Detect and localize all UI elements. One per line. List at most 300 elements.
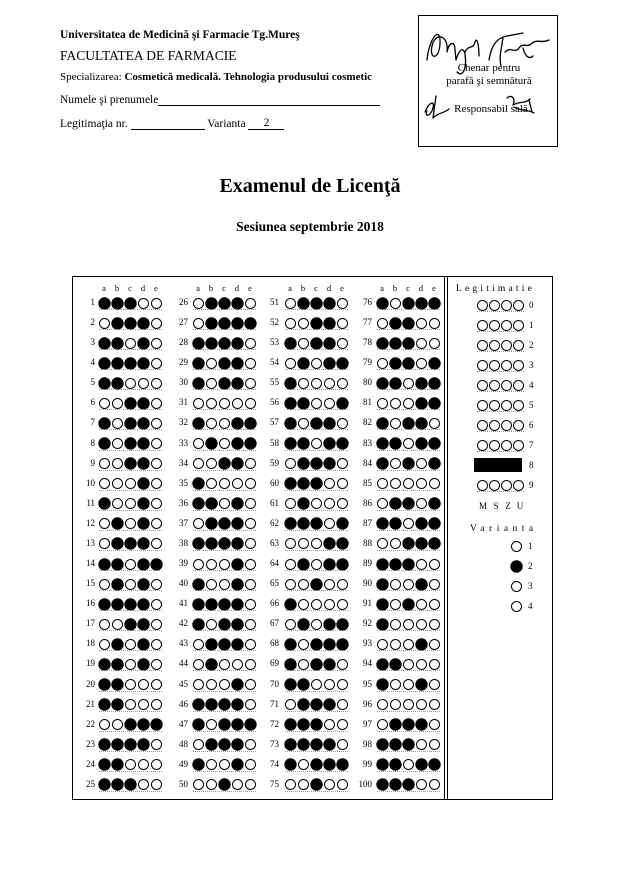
question-number: 97 — [363, 718, 372, 729]
answer-bubble-b — [390, 318, 401, 329]
answer-bubble-c — [403, 378, 414, 389]
answer-bubble-e — [245, 679, 256, 690]
answer-bubble-c — [403, 599, 414, 610]
answer-bubble-c — [403, 458, 414, 469]
row-guide-dots — [377, 349, 440, 350]
row-guide-dots — [377, 590, 440, 591]
answer-bubble-a — [193, 659, 204, 670]
answer-bubble-a — [193, 298, 204, 309]
answer-bubble-d — [416, 298, 427, 309]
answer-bubble-a — [285, 498, 296, 509]
question-row — [255, 576, 350, 592]
answer-bubble-c — [311, 458, 322, 469]
answer-bubble-e — [429, 659, 440, 670]
id-bubble-M — [477, 360, 488, 371]
answer-bubble-a — [377, 759, 388, 770]
answer-bubble-a — [285, 458, 296, 469]
answer-bubble-d — [232, 518, 243, 529]
answer-bubble-e — [429, 619, 440, 630]
option-letter-d: d — [234, 283, 240, 293]
row-guide-dots — [99, 349, 162, 350]
answer-bubble-d — [232, 679, 243, 690]
answer-bubble-b — [112, 639, 123, 650]
answer-bubble-c — [219, 518, 230, 529]
question-row — [255, 476, 350, 492]
question-row — [348, 436, 442, 452]
answer-bubble-d — [138, 478, 149, 489]
id-bubble-U — [513, 440, 524, 451]
answer-bubble-d — [232, 579, 243, 590]
answer-bubble-a — [193, 559, 204, 570]
question-row — [348, 596, 442, 612]
answer-bubble-e — [245, 438, 256, 449]
answer-bubble-a — [377, 478, 388, 489]
question-row — [348, 476, 442, 492]
answer-bubble-b — [206, 719, 217, 730]
answer-bubble-c — [125, 739, 136, 750]
answer-bubble-a — [99, 358, 110, 369]
answer-bubble-e — [337, 518, 348, 529]
answer-bubble-e — [151, 338, 162, 349]
answer-bubble-e — [337, 458, 348, 469]
stamp-caption-line3: Responsabil sală — [454, 103, 528, 115]
question-row — [255, 375, 350, 391]
id-digit-row — [470, 317, 545, 333]
answer-bubble-c — [125, 358, 136, 369]
answer-bubble-a — [377, 398, 388, 409]
answer-bubble-a — [99, 398, 110, 409]
row-guide-dots — [99, 751, 162, 752]
question-row — [348, 757, 442, 773]
answer-bubble-b — [206, 458, 217, 469]
answer-bubble-e — [337, 619, 348, 630]
answer-bubble-a — [193, 779, 204, 790]
question-row — [255, 677, 350, 693]
answer-bubble-e — [151, 398, 162, 409]
answer-bubble-a — [285, 338, 296, 349]
answer-bubble-c — [219, 599, 230, 610]
question-row — [164, 616, 258, 632]
answer-bubble-b — [390, 779, 401, 790]
question-row — [255, 757, 350, 773]
answer-bubble-d — [416, 659, 427, 670]
row-guide-dots — [285, 510, 348, 511]
answer-bubble-a — [193, 338, 204, 349]
answer-bubble-a — [377, 318, 388, 329]
question-row — [164, 737, 258, 753]
answer-bubble-e — [151, 478, 162, 489]
question-number: 80 — [363, 377, 372, 388]
answer-bubble-b — [112, 518, 123, 529]
answer-bubble-a — [377, 298, 388, 309]
question-row — [71, 315, 164, 331]
answer-bubble-d — [138, 438, 149, 449]
answer-bubble-d — [416, 679, 427, 690]
answer-bubble-a — [377, 579, 388, 590]
stamp-caption-line2: parafă şi semnătură — [446, 75, 532, 87]
answer-bubble-d — [232, 779, 243, 790]
row-guide-dots — [377, 771, 440, 772]
answer-bubble-a — [193, 719, 204, 730]
question-number: 36 — [179, 497, 188, 508]
row-guide-dots — [193, 530, 256, 531]
row-guide-dots — [285, 490, 348, 491]
row-guide-dots — [285, 610, 348, 611]
answer-bubble-b — [298, 739, 309, 750]
question-row — [348, 415, 442, 431]
row-guide-dots — [193, 329, 256, 330]
question-number: 64 — [270, 558, 279, 569]
answer-bubble-c — [125, 699, 136, 710]
answer-bubble-c — [311, 418, 322, 429]
row-guide-dots — [285, 450, 348, 451]
answer-bubble-b — [112, 759, 123, 770]
row-guide-dots — [477, 411, 524, 412]
answer-bubble-c — [219, 619, 230, 630]
question-row — [164, 415, 258, 431]
id-digit-label: 4 — [529, 380, 534, 390]
question-number: 27 — [179, 317, 188, 328]
answer-bubble-d — [232, 338, 243, 349]
answer-bubble-b — [390, 358, 401, 369]
option-letter-e: e — [248, 283, 252, 293]
answer-bubble-d — [138, 398, 149, 409]
answer-bubble-b — [298, 478, 309, 489]
question-number: 60 — [270, 477, 279, 488]
question-row — [71, 516, 164, 532]
question-row — [348, 516, 442, 532]
answer-bubble-d — [416, 478, 427, 489]
answer-bubble-e — [337, 739, 348, 750]
answer-bubble-b — [206, 759, 217, 770]
row-guide-dots — [285, 550, 348, 551]
row-guide-dots — [99, 650, 162, 651]
answer-bubble-e — [151, 579, 162, 590]
answer-bubble-d — [232, 318, 243, 329]
question-number: 82 — [363, 417, 372, 428]
answer-bubble-c — [125, 779, 136, 790]
answer-bubble-c — [311, 779, 322, 790]
answer-bubble-a — [285, 438, 296, 449]
answer-bubble-e — [429, 318, 440, 329]
answer-bubble-c — [125, 418, 136, 429]
question-row — [348, 737, 442, 753]
id-bubble-U — [513, 480, 524, 491]
option-letter-c: c — [406, 283, 410, 293]
answer-bubble-a — [377, 679, 388, 690]
answer-bubble-d — [138, 779, 149, 790]
answer-bubble-a — [99, 498, 110, 509]
question-number: 100 — [358, 778, 372, 789]
question-row — [255, 596, 350, 612]
question-number: 22 — [86, 718, 95, 729]
answer-bubble-a — [193, 358, 204, 369]
answer-bubble-a — [99, 378, 110, 389]
answer-bubble-d — [416, 619, 427, 630]
answer-bubble-c — [311, 298, 322, 309]
question-number: 96 — [363, 698, 372, 709]
answer-bubble-e — [151, 358, 162, 369]
row-guide-dots — [99, 470, 162, 471]
answer-bubble-e — [151, 538, 162, 549]
question-number: 35 — [179, 477, 188, 488]
answer-bubble-a — [193, 739, 204, 750]
question-row — [71, 556, 164, 572]
answer-bubble-e — [337, 719, 348, 730]
answer-bubble-d — [324, 518, 335, 529]
answer-bubble-b — [298, 719, 309, 730]
answer-bubble-e — [429, 639, 440, 650]
answer-bubble-c — [311, 498, 322, 509]
row-guide-dots — [285, 751, 348, 752]
question-row — [255, 777, 350, 793]
id-digit-row — [470, 417, 545, 433]
answer-bubble-c — [219, 699, 230, 710]
row-guide-dots — [285, 389, 348, 390]
answer-bubble-e — [151, 679, 162, 690]
answer-bubble-c — [219, 579, 230, 590]
question-number: 45 — [179, 678, 188, 689]
answer-bubble-c — [125, 559, 136, 570]
specialization-label: Specializarea: — [60, 71, 122, 83]
row-guide-dots — [377, 309, 440, 310]
question-number: 68 — [270, 638, 279, 649]
variant-option-label: 3 — [528, 581, 533, 591]
id-bubble-M — [477, 420, 488, 431]
id-bubble-Z — [501, 440, 512, 451]
answer-bubble-a — [285, 619, 296, 630]
answer-bubble-e — [151, 559, 162, 570]
question-row — [71, 335, 164, 351]
answer-bubble-e — [337, 378, 348, 389]
answer-bubble-a — [377, 358, 388, 369]
answer-bubble-e — [429, 518, 440, 529]
question-number: 37 — [179, 517, 188, 528]
question-number: 20 — [86, 678, 95, 689]
row-guide-dots — [99, 610, 162, 611]
answer-bubble-c — [219, 298, 230, 309]
id-bubble-M — [477, 400, 488, 411]
answer-bubble-d — [232, 378, 243, 389]
answer-bubble-d — [324, 318, 335, 329]
answer-bubble-c — [311, 599, 322, 610]
answer-bubble-b — [298, 639, 309, 650]
row-guide-dots — [99, 771, 162, 772]
question-row — [164, 335, 258, 351]
answer-bubble-b — [390, 538, 401, 549]
question-row — [71, 697, 164, 713]
question-row — [71, 737, 164, 753]
question-row — [164, 456, 258, 472]
question-row — [348, 456, 442, 472]
row-guide-dots — [99, 570, 162, 571]
question-number: 74 — [270, 758, 279, 769]
answer-bubble-a — [193, 679, 204, 690]
option-letter-a: a — [196, 283, 200, 293]
redaction-bar — [474, 458, 522, 472]
answer-bubble-a — [285, 759, 296, 770]
question-number: 57 — [270, 417, 279, 428]
answer-bubble-b — [390, 518, 401, 529]
question-row — [71, 436, 164, 452]
answer-bubble-e — [429, 338, 440, 349]
row-guide-dots — [377, 751, 440, 752]
question-row — [255, 656, 350, 672]
answer-bubble-a — [99, 739, 110, 750]
option-letter-a: a — [380, 283, 384, 293]
answer-bubble-b — [112, 378, 123, 389]
answer-bubble-e — [151, 458, 162, 469]
row-guide-dots — [193, 751, 256, 752]
answer-bubble-a — [377, 719, 388, 730]
answer-bubble-d — [324, 679, 335, 690]
answer-bubble-d — [416, 398, 427, 409]
answer-bubble-a — [377, 619, 388, 630]
answer-bubble-b — [206, 779, 217, 790]
question-number: 29 — [179, 357, 188, 368]
answer-bubble-e — [337, 699, 348, 710]
id-bubble-S — [489, 480, 500, 491]
answer-bubble-a — [377, 438, 388, 449]
answer-bubble-a — [99, 478, 110, 489]
id-bubble-U — [513, 420, 524, 431]
row-guide-dots — [377, 409, 440, 410]
answer-bubble-c — [403, 298, 414, 309]
id-digit-label: 9 — [529, 480, 534, 490]
question-number: 89 — [363, 558, 372, 569]
option-letter-c: c — [222, 283, 226, 293]
question-row — [348, 777, 442, 793]
question-number: 28 — [179, 337, 188, 348]
question-row — [164, 576, 258, 592]
answer-bubble-b — [206, 619, 217, 630]
answer-bubble-c — [311, 619, 322, 630]
answer-bubble-e — [151, 719, 162, 730]
answer-bubble-c — [403, 579, 414, 590]
row-guide-dots — [193, 429, 256, 430]
answer-bubble-b — [112, 659, 123, 670]
row-guide-dots — [377, 389, 440, 390]
row-guide-dots — [377, 329, 440, 330]
row-guide-dots — [193, 550, 256, 551]
answer-bubble-d — [324, 438, 335, 449]
answer-bubble-c — [219, 779, 230, 790]
answer-bubble-d — [138, 518, 149, 529]
answer-bubble-a — [193, 579, 204, 590]
question-number: 86 — [363, 497, 372, 508]
answer-bubble-a — [285, 659, 296, 670]
answer-bubble-c — [311, 518, 322, 529]
answer-bubble-a — [99, 599, 110, 610]
answer-bubble-c — [219, 338, 230, 349]
answer-bubble-d — [232, 358, 243, 369]
id-digit-row — [470, 477, 545, 493]
question-row — [71, 576, 164, 592]
question-number: 12 — [86, 517, 95, 528]
row-guide-dots — [99, 711, 162, 712]
question-number: 21 — [86, 698, 95, 709]
row-guide-dots — [193, 490, 256, 491]
answer-bubble-d — [138, 599, 149, 610]
answer-bubble-d — [416, 739, 427, 750]
id-grid-label: Legitimatie — [456, 284, 535, 294]
question-row — [348, 656, 442, 672]
answer-bubble-b — [112, 739, 123, 750]
question-number: 98 — [363, 738, 372, 749]
answer-bubble-c — [219, 478, 230, 489]
answer-bubble-c — [125, 518, 136, 529]
question-number: 63 — [270, 537, 279, 548]
question-row — [255, 436, 350, 452]
row-guide-dots — [99, 590, 162, 591]
answer-bubble-d — [138, 739, 149, 750]
question-number: 78 — [363, 337, 372, 348]
question-row — [164, 355, 258, 371]
answer-bubble-d — [324, 378, 335, 389]
variant-option-row — [505, 598, 545, 614]
option-letter-d: d — [140, 283, 146, 293]
answer-bubble-d — [138, 538, 149, 549]
question-row — [348, 556, 442, 572]
row-guide-dots — [477, 371, 524, 372]
id-bubble-S — [489, 300, 500, 311]
answer-bubble-c — [403, 559, 414, 570]
id-bubble-M — [477, 320, 488, 331]
question-row — [164, 636, 258, 652]
row-guide-dots — [377, 450, 440, 451]
answer-bubble-a — [285, 398, 296, 409]
answer-bubble-e — [245, 579, 256, 590]
answer-bubble-b — [112, 298, 123, 309]
answer-bubble-e — [245, 619, 256, 630]
option-letter-b: b — [208, 283, 214, 293]
question-number: 84 — [363, 457, 372, 468]
question-number: 91 — [363, 598, 372, 609]
question-number: 53 — [270, 337, 279, 348]
question-row — [164, 777, 258, 793]
option-letter-c: c — [128, 283, 132, 293]
answer-bubble-e — [337, 679, 348, 690]
answer-bubble-a — [193, 478, 204, 489]
id-bubble-Z — [501, 340, 512, 351]
answer-bubble-a — [193, 759, 204, 770]
answer-bubble-e — [337, 338, 348, 349]
question-number: 8 — [90, 437, 95, 448]
answer-bubble-e — [151, 739, 162, 750]
answer-bubble-d — [416, 559, 427, 570]
answer-bubble-d — [138, 699, 149, 710]
row-guide-dots — [377, 510, 440, 511]
question-number: 54 — [270, 357, 279, 368]
question-row — [348, 697, 442, 713]
option-letter-b: b — [114, 283, 120, 293]
row-guide-dots — [193, 309, 256, 310]
answer-bubble-d — [324, 779, 335, 790]
answer-bubble-d — [138, 579, 149, 590]
answer-bubble-c — [125, 719, 136, 730]
answer-bubble-c — [311, 478, 322, 489]
answer-bubble-d — [324, 619, 335, 630]
answer-bubble-c — [219, 679, 230, 690]
id-bubble-S — [489, 360, 500, 371]
id-bubble-U — [513, 400, 524, 411]
answer-bubble-c — [403, 639, 414, 650]
answer-bubble-d — [232, 458, 243, 469]
question-row — [164, 496, 258, 512]
question-number: 83 — [363, 437, 372, 448]
row-guide-dots — [193, 791, 256, 792]
answer-bubble-a — [193, 398, 204, 409]
